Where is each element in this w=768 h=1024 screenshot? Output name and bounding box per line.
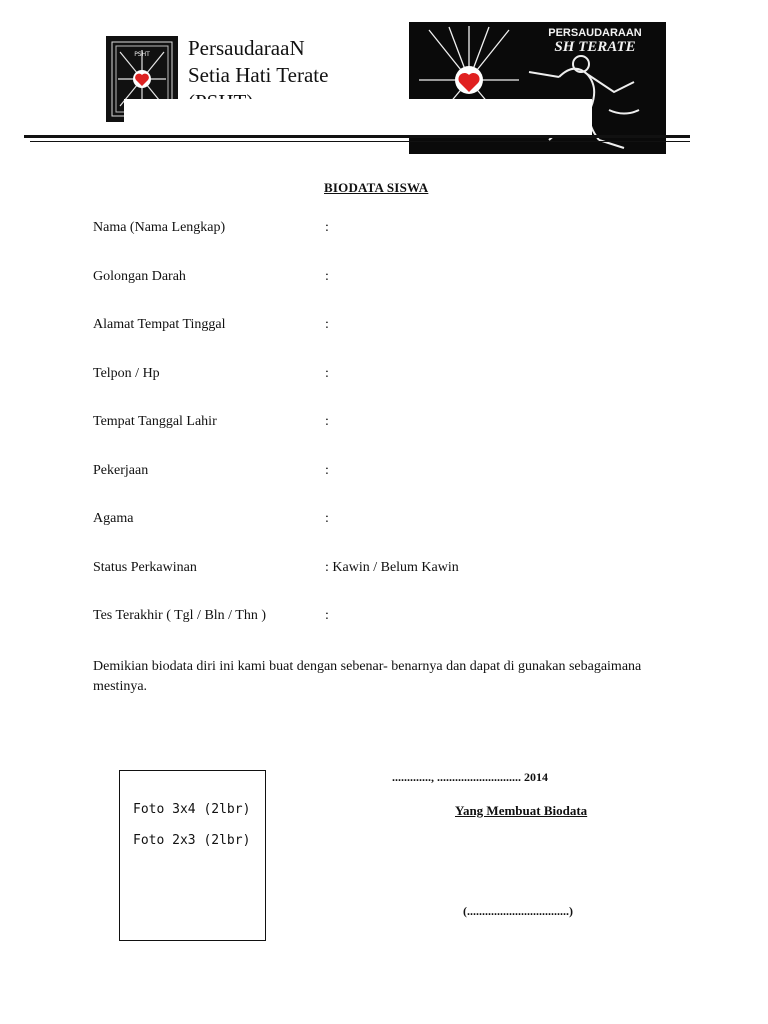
field-row-nama [93, 220, 653, 240]
field-label: Alamat Tempat Tinggal [93, 317, 226, 332]
field-value[interactable]: : [325, 511, 329, 526]
field-value[interactable]: : [325, 463, 329, 478]
svg-text:PSHT: PSHT [134, 51, 150, 58]
signature-title: Yang Membuat Biodata [455, 803, 588, 818]
banner-text-bottom: SH TERATE [554, 39, 636, 55]
field-row-status [93, 560, 653, 580]
banner-text-top: PERSAUDARAAN [548, 27, 642, 39]
field-label: Pekerjaan [93, 463, 149, 478]
document-title: BIODATA SISWA [324, 180, 429, 195]
signature-date-line: ............., ............................ 2014 [392, 770, 548, 784]
signature-name-line: (..................................) [463, 904, 573, 918]
field-row-pekerjaan [93, 463, 653, 483]
header-rule-thick [24, 135, 690, 138]
field-value[interactable]: : Kawin / Belum Kawin [325, 560, 459, 575]
field-label: Nama (Nama Lengkap) [93, 220, 226, 235]
field-value[interactable]: : [325, 414, 329, 429]
field-value[interactable]: : [325, 366, 329, 381]
declaration-statement: Demikian biodata diri ini kami buat dengan sebenar- benarnya dan dapat di gunakan sebagaimana mestinya. [93, 659, 642, 694]
field-row-golongan-darah [93, 269, 653, 289]
photo-box [119, 770, 266, 941]
field-value[interactable]: : [325, 269, 329, 284]
field-value[interactable]: : [325, 220, 329, 235]
header-mask-left [124, 99, 355, 137]
field-label: Telpon / Hp [93, 366, 160, 381]
field-row-telpon [93, 366, 653, 386]
photo-requirement-3x4: Foto 3x4 (2lbr) [133, 802, 251, 817]
field-label: Tempat Tanggal Lahir [93, 414, 217, 429]
field-label: Status Perkawinan [93, 560, 197, 575]
field-row-ttl [93, 414, 653, 434]
field-row-agama [93, 511, 653, 531]
field-row-alamat [93, 317, 653, 337]
field-value[interactable]: : [325, 317, 329, 332]
header-rule-thin [30, 141, 690, 142]
field-label: Agama [93, 511, 134, 526]
field-value[interactable]: : [325, 608, 329, 623]
field-label: Golongan Darah [93, 269, 186, 284]
photo-requirement-2x3: Foto 2x3 (2lbr) [133, 833, 251, 848]
field-label: Tes Terakhir ( Tgl / Bln / Thn ) [93, 608, 267, 623]
header-mask-right [400, 99, 592, 137]
organization-name: PersaudaraaN Setia Hati Terate [188, 36, 329, 87]
field-row-tes-terakhir [93, 608, 653, 628]
